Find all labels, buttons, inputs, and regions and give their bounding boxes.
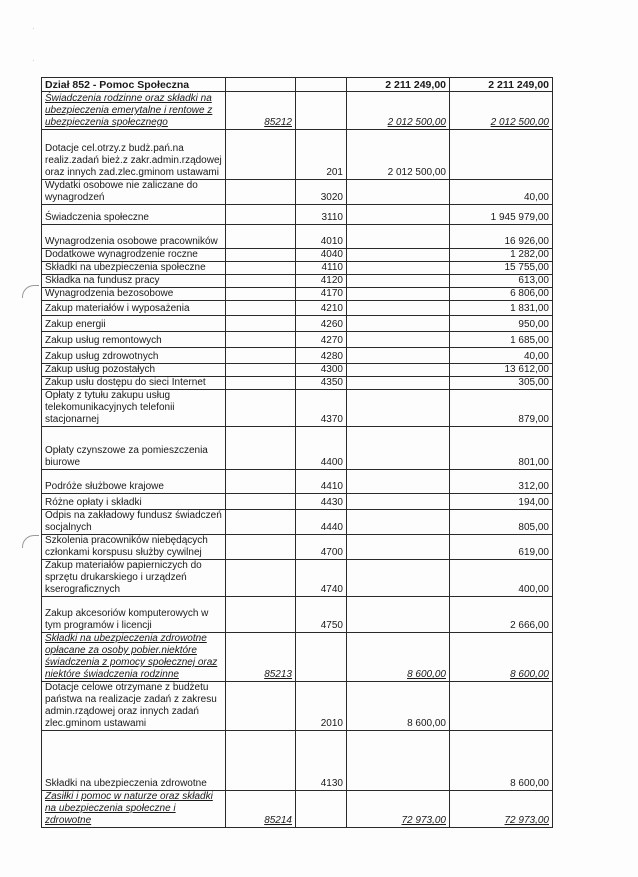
plan-amount-cell	[347, 332, 450, 348]
chapter-code-cell	[226, 332, 296, 348]
budget-table-body	[42, 78, 553, 828]
paragraph-code-cell: 4170	[296, 288, 347, 301]
item-name-cell: Zakup akcesoriów komputerowych w tym programów i licencji	[42, 597, 226, 633]
chapter-code-cell	[226, 262, 296, 275]
item-name-cell: Zakup materiałów i wyposażenia	[42, 301, 226, 316]
table-row	[42, 494, 553, 510]
amended-amount-cell: 6 806,00	[450, 288, 553, 301]
plan-amount-cell	[347, 288, 450, 301]
chapter-code-cell	[226, 249, 296, 262]
amended-amount-cell: 1 282,00	[450, 249, 553, 262]
table-row	[42, 288, 553, 301]
item-name-cell: Zakup materiałów papierniczych do sprzętu drukarskiego i urządzeń kserograficznych	[42, 560, 226, 597]
amended-amount-cell: 619,00	[450, 535, 553, 560]
amended-amount-cell: 950,00	[450, 316, 553, 332]
item-name-cell: Opłaty czynszowe za pomieszczenia biurowe	[42, 427, 226, 470]
item-name-cell: Zakup usług remontowych	[42, 332, 226, 348]
item-name-cell: Składki na ubezpieczenia zdrowotne opłacane za osoby pobier.niektóre świadczenia z pomocy społecznej oraz niektóre świadczenia rodzinne	[42, 633, 226, 682]
table-row	[42, 390, 553, 427]
paragraph-code-cell: 4740	[296, 560, 347, 597]
paragraph-code-cell: 4040	[296, 249, 347, 262]
paragraph-code-cell: 4750	[296, 597, 347, 633]
plan-amount-cell	[347, 377, 450, 390]
table-row	[42, 180, 553, 205]
amended-amount-cell	[450, 130, 553, 180]
chapter-code-cell	[226, 348, 296, 364]
table-row	[42, 682, 553, 731]
plan-amount-cell	[347, 364, 450, 377]
table-row	[42, 348, 553, 364]
table-row	[42, 301, 553, 316]
table-row	[42, 275, 553, 288]
amended-amount-cell: 2 012 500,00	[450, 92, 553, 130]
amended-amount-cell: 194,00	[450, 494, 553, 510]
item-name-cell: Zakup usług pozostałych	[42, 364, 226, 377]
item-name-cell: Składka na fundusz pracy	[42, 275, 226, 288]
plan-amount-cell	[347, 470, 450, 494]
plan-amount-cell: 8 600,00	[347, 633, 450, 682]
budget-table	[41, 77, 553, 828]
chapter-code-cell	[226, 377, 296, 390]
paragraph-code-cell: 4120	[296, 275, 347, 288]
table-row	[42, 130, 553, 180]
chapter-code-cell	[226, 364, 296, 377]
chapter-row	[42, 92, 553, 130]
chapter-code-cell	[226, 731, 296, 791]
plan-amount-cell	[347, 225, 450, 249]
plan-amount-cell	[347, 510, 450, 535]
paragraph-code-cell: 4300	[296, 364, 347, 377]
amended-amount-cell: 400,00	[450, 560, 553, 597]
paragraph-code-cell: 4260	[296, 316, 347, 332]
chapter-code-cell	[226, 560, 296, 597]
item-name-cell: Zakup energii	[42, 316, 226, 332]
paragraph-code-cell: 4280	[296, 348, 347, 364]
item-name-cell: Podróże służbowe krajowe	[42, 470, 226, 494]
item-name-cell: Wynagrodzenia osobowe pracowników	[42, 225, 226, 249]
plan-amount-cell	[347, 249, 450, 262]
chapter-row	[42, 633, 553, 682]
table-row	[42, 249, 553, 262]
chapter-code-cell	[226, 470, 296, 494]
item-name-cell: Dział 852 - Pomoc Społeczna	[42, 78, 226, 92]
paragraph-code-cell: 4130	[296, 731, 347, 791]
table-row	[42, 225, 553, 249]
paragraph-code-cell: 4210	[296, 301, 347, 316]
chapter-code-cell	[226, 301, 296, 316]
chapter-code-cell	[226, 682, 296, 731]
paragraph-code-cell: 4350	[296, 377, 347, 390]
item-name-cell: Odpis na zakładowy fundusz świadczeń socjalnych	[42, 510, 226, 535]
table-row	[42, 560, 553, 597]
table-row	[42, 332, 553, 348]
item-name-cell: Zakup usłu dostępu do sieci Internet	[42, 377, 226, 390]
paragraph-code-cell	[296, 791, 347, 828]
plan-amount-cell: 72 973,00	[347, 791, 450, 828]
item-name-cell: Różne opłaty i składki	[42, 494, 226, 510]
chapter-code-cell	[226, 535, 296, 560]
plan-amount-cell	[347, 348, 450, 364]
table-row	[42, 597, 553, 633]
chapter-code-cell	[226, 494, 296, 510]
plan-amount-cell	[347, 560, 450, 597]
plan-amount-cell	[347, 180, 450, 205]
table-row	[42, 262, 553, 275]
chapter-code-cell	[226, 316, 296, 332]
table-row	[42, 510, 553, 535]
amended-amount-cell: 801,00	[450, 427, 553, 470]
binder-mark	[22, 535, 39, 548]
plan-amount-cell	[347, 205, 450, 225]
table-row	[42, 427, 553, 470]
paragraph-code-cell: 4370	[296, 390, 347, 427]
paragraph-code-cell: 4700	[296, 535, 347, 560]
chapter-code-cell	[226, 78, 296, 92]
scan-speck: ·	[32, 24, 35, 33]
paragraph-code-cell: 4430	[296, 494, 347, 510]
paragraph-code-cell: 3020	[296, 180, 347, 205]
paragraph-code-cell: 3110	[296, 205, 347, 225]
plan-amount-cell: 2 211 249,00	[347, 78, 450, 92]
item-name-cell: Opłaty z tytułu zakupu usług telekomunikacyjnych telefonii stacjonarnej	[42, 390, 226, 427]
amended-amount-cell: 16 926,00	[450, 225, 553, 249]
table-row	[42, 470, 553, 494]
amended-amount-cell: 8 600,00	[450, 731, 553, 791]
paragraph-code-cell: 4010	[296, 225, 347, 249]
amended-amount-cell: 613,00	[450, 275, 553, 288]
item-name-cell: Składki na ubezpieczenia społeczne	[42, 262, 226, 275]
plan-amount-cell	[347, 597, 450, 633]
table-row	[42, 535, 553, 560]
paragraph-code-cell: 201	[296, 130, 347, 180]
chapter-code-cell	[226, 390, 296, 427]
chapter-code-cell	[226, 597, 296, 633]
chapter-code-cell	[226, 180, 296, 205]
chapter-code-cell	[226, 130, 296, 180]
chapter-code-cell	[226, 510, 296, 535]
item-name-cell: Świadczenia społeczne	[42, 205, 226, 225]
plan-amount-cell: 2 012 500,00	[347, 92, 450, 130]
chapter-code-cell	[226, 225, 296, 249]
plan-amount-cell	[347, 535, 450, 560]
chapter-code-cell: 85214	[226, 791, 296, 828]
table-row	[42, 316, 553, 332]
plan-amount-cell: 8 600,00	[347, 682, 450, 731]
table-row	[42, 205, 553, 225]
table-row	[42, 377, 553, 390]
paragraph-code-cell: 4410	[296, 470, 347, 494]
amended-amount-cell: 8 600,00	[450, 633, 553, 682]
item-name-cell: Wynagrodzenia bezosobowe	[42, 288, 226, 301]
amended-amount-cell: 305,00	[450, 377, 553, 390]
item-name-cell: Dotacje cel.otrzy.z budż.pań.na realiz.zadań bież.z zakr.admin.rządowej oraz innych zad.zlec.gminom ustawami	[42, 130, 226, 180]
chapter-code-cell: 85212	[226, 92, 296, 130]
item-name-cell: Wydatki osobowe nie zaliczane do wynagrodzeń	[42, 180, 226, 205]
paragraph-code-cell: 4110	[296, 262, 347, 275]
item-name-cell: Dotacje celowe otrzymane z budżetu państwa na realizacje zadań z zakresu admin.rządowej oraz innych zadań zlec.gminom ustawami	[42, 682, 226, 731]
amended-amount-cell: 2 666,00	[450, 597, 553, 633]
amended-amount-cell: 312,00	[450, 470, 553, 494]
item-name-cell: Składki na ubezpieczenia zdrowotne	[42, 731, 226, 791]
plan-amount-cell	[347, 316, 450, 332]
plan-amount-cell	[347, 427, 450, 470]
amended-amount-cell: 805,00	[450, 510, 553, 535]
paragraph-code-cell: 4270	[296, 332, 347, 348]
paragraph-code-cell	[296, 633, 347, 682]
amended-amount-cell: 1 945 979,00	[450, 205, 553, 225]
plan-amount-cell	[347, 494, 450, 510]
paragraph-code-cell: 4440	[296, 510, 347, 535]
amended-amount-cell: 15 755,00	[450, 262, 553, 275]
amended-amount-cell: 1 831,00	[450, 301, 553, 316]
item-name-cell: Dodatkowe wynagrodzenie roczne	[42, 249, 226, 262]
table-row	[42, 364, 553, 377]
item-name-cell: Szkolenia pracowników niebędących członkami korspusu służby cywilnej	[42, 535, 226, 560]
paragraph-code-cell	[296, 92, 347, 130]
amended-amount-cell: 879,00	[450, 390, 553, 427]
chapter-row	[42, 791, 553, 828]
scan-speck: ·	[32, 56, 35, 65]
item-name-cell: Zakup usług zdrowotnych	[42, 348, 226, 364]
amended-amount-cell: 2 211 249,00	[450, 78, 553, 92]
plan-amount-cell	[347, 275, 450, 288]
plan-amount-cell	[347, 390, 450, 427]
chapter-code-cell	[226, 427, 296, 470]
paragraph-code-cell	[296, 78, 347, 92]
plan-amount-cell	[347, 262, 450, 275]
paragraph-code-cell: 2010	[296, 682, 347, 731]
amended-amount-cell: 40,00	[450, 180, 553, 205]
chapter-code-cell	[226, 205, 296, 225]
amended-amount-cell: 72 973,00	[450, 791, 553, 828]
plan-amount-cell	[347, 731, 450, 791]
chapter-code-cell	[226, 275, 296, 288]
amended-amount-cell	[450, 682, 553, 731]
item-name-cell: Zasiłki i pomoc w naturze oraz składki na ubezpieczenia społeczne i zdrowotne	[42, 791, 226, 828]
chapter-code-cell: 85213	[226, 633, 296, 682]
binder-mark	[22, 285, 39, 298]
plan-amount-cell	[347, 301, 450, 316]
table-row	[42, 731, 553, 791]
chapter-code-cell	[226, 288, 296, 301]
plan-amount-cell: 2 012 500,00	[347, 130, 450, 180]
paragraph-code-cell: 4400	[296, 427, 347, 470]
amended-amount-cell: 1 685,00	[450, 332, 553, 348]
item-name-cell: Świadczenia rodzinne oraz składki na ubezpieczenia emerytalne i rentowe z ubezpieczenia społecznego	[42, 92, 226, 130]
amended-amount-cell: 13 612,00	[450, 364, 553, 377]
section-header-row	[42, 78, 553, 92]
amended-amount-cell: 40,00	[450, 348, 553, 364]
